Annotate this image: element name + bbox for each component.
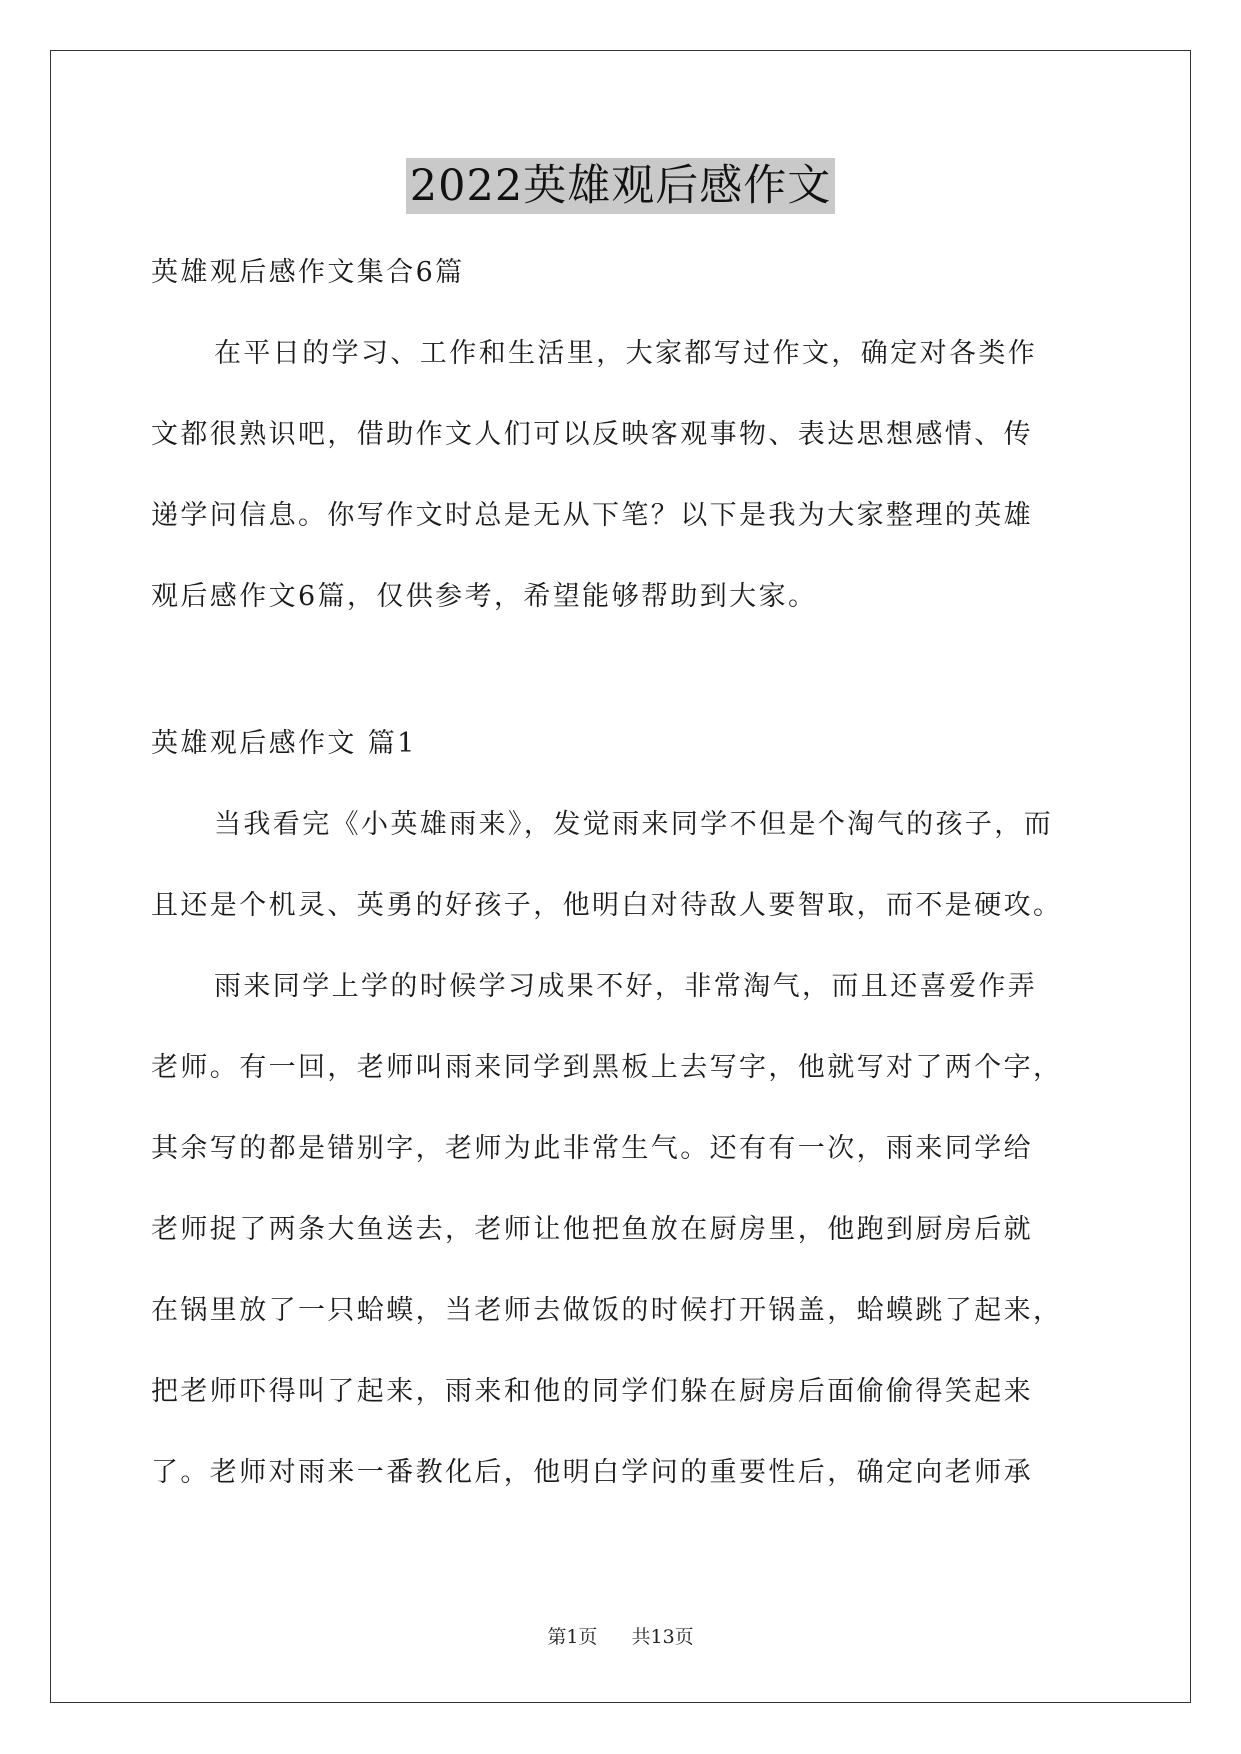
paragraph-line: 老师捉了两条大鱼送去，老师让他把鱼放在厨房里，他跑到厨房后就	[151, 1214, 1033, 1245]
paragraph-line: 其余写的都是错别字，老师为此非常生气。还有有一次，雨来同学给	[151, 1133, 1033, 1164]
document-subtitle: 英雄观后感作文集合6篇	[151, 257, 465, 288]
paragraph-line: 当我看完《小英雄雨来》，发觉雨来同学不但是个淘气的孩子，而	[214, 809, 1054, 840]
section-gap	[151, 637, 1091, 703]
document-title: 2022英雄观后感作文	[406, 158, 835, 214]
paragraph-line: 雨来同学上学的时候学习成果不好，非常淘气，而且还喜爱作弄	[214, 971, 1038, 1002]
title-container	[0, 158, 1241, 214]
page-total: 共13页	[631, 1626, 694, 1648]
intro-line: 观后感作文6篇，仅供参考，希望能够帮助到大家。	[151, 581, 818, 612]
intro-line: 在平日的学习、工作和生活里，大家都写过作文，确定对各类作	[214, 338, 1038, 369]
page-number: 第1页	[547, 1626, 598, 1648]
document-body	[151, 232, 1091, 1513]
paragraph-line: 在锅里放了一只蛤蟆，当老师去做饭的时候打开锅盖，蛤蟆跳了起来，	[151, 1295, 1063, 1326]
paragraph-line: 把老师吓得叫了起来，雨来和他的同学们躲在厨房后面偷偷得笑起来	[151, 1376, 1033, 1407]
page-footer	[0, 1622, 1241, 1649]
paragraph-line: 老师。有一回，老师叫雨来同学到黑板上去写字，他就写对了两个字，	[151, 1052, 1063, 1083]
intro-line: 递学问信息。你写作文时总是无从下笔？以下是我为大家整理的英雄	[151, 500, 1033, 531]
section-heading: 英雄观后感作文 篇1	[151, 728, 417, 759]
intro-line: 文都很熟识吧，借助作文人们可以反映客观事物、表达思想感情、传	[151, 419, 1033, 450]
paragraph-line: 且还是个机灵、英勇的好孩子，他明白对待敌人要智取，而不是硬攻。	[151, 890, 1063, 921]
paragraph-line: 了。老师对雨来一番教化后，他明白学问的重要性后，确定向老师承	[151, 1457, 1033, 1488]
